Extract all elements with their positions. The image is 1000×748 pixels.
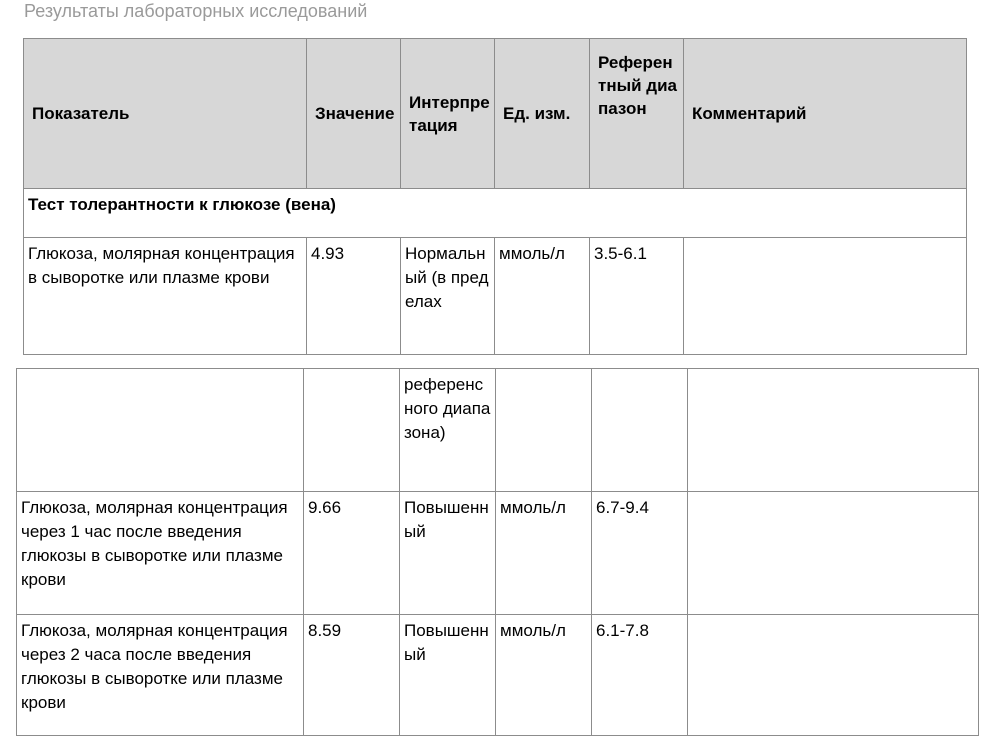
cell-comment: [684, 238, 967, 355]
table-row: [17, 492, 979, 615]
cell-indicator: Глюкоза, молярная концентрация в сыворотке или плазме крови: [24, 238, 307, 355]
section-title: Тест толерантности к глюкозе (вена): [24, 189, 967, 238]
cell-value: 4.93: [307, 238, 401, 355]
header-indicator: Показатель: [24, 39, 307, 189]
document-title: Результаты лабораторных исследований: [24, 1, 368, 21]
cell-indicator: Глюкоза, молярная концентрация через 2 часа после введения глюкозы в сыворотке или плазме крови: [17, 615, 304, 736]
cell-indicator: [17, 369, 304, 492]
header-reference: Референтный диапазон: [590, 39, 684, 189]
cell-value: 8.59: [304, 615, 400, 736]
cell-unit: ммоль/л: [496, 615, 592, 736]
cell-unit: ммоль/л: [496, 492, 592, 615]
cell-reference: 6.1-7.8: [592, 615, 688, 736]
header-comment: Комментарий: [684, 39, 967, 189]
results-table-page-1: [23, 38, 967, 355]
section-row: [24, 189, 967, 238]
cell-comment: [688, 492, 979, 615]
table-row: [24, 238, 967, 355]
cell-interpretation: Повышенный: [400, 615, 496, 736]
results-table-page-2: [16, 368, 979, 736]
cell-reference: 6.7-9.4: [592, 492, 688, 615]
table-row: [17, 615, 979, 736]
cell-unit: ммоль/л: [495, 238, 590, 355]
header-unit: Ед. изм.: [495, 39, 590, 189]
cell-comment: [688, 615, 979, 736]
header-value: Значение: [307, 39, 401, 189]
table-header-row: [24, 39, 967, 189]
cell-reference: [592, 369, 688, 492]
cell-interpretation: Повышенный: [400, 492, 496, 615]
cell-unit: [496, 369, 592, 492]
cell-value: [304, 369, 400, 492]
cell-indicator: Глюкоза, молярная концентрация через 1 час после введения глюкозы в сыворотке или плазме крови: [17, 492, 304, 615]
cell-comment: [688, 369, 979, 492]
cell-reference: 3.5-6.1: [590, 238, 684, 355]
header-interpretation: Интерпретация: [401, 39, 495, 189]
table-row: [17, 369, 979, 492]
cell-interpretation: референсного диапазона): [400, 369, 496, 492]
cell-value: 9.66: [304, 492, 400, 615]
cell-interpretation: Нормальный (в пределах: [401, 238, 495, 355]
